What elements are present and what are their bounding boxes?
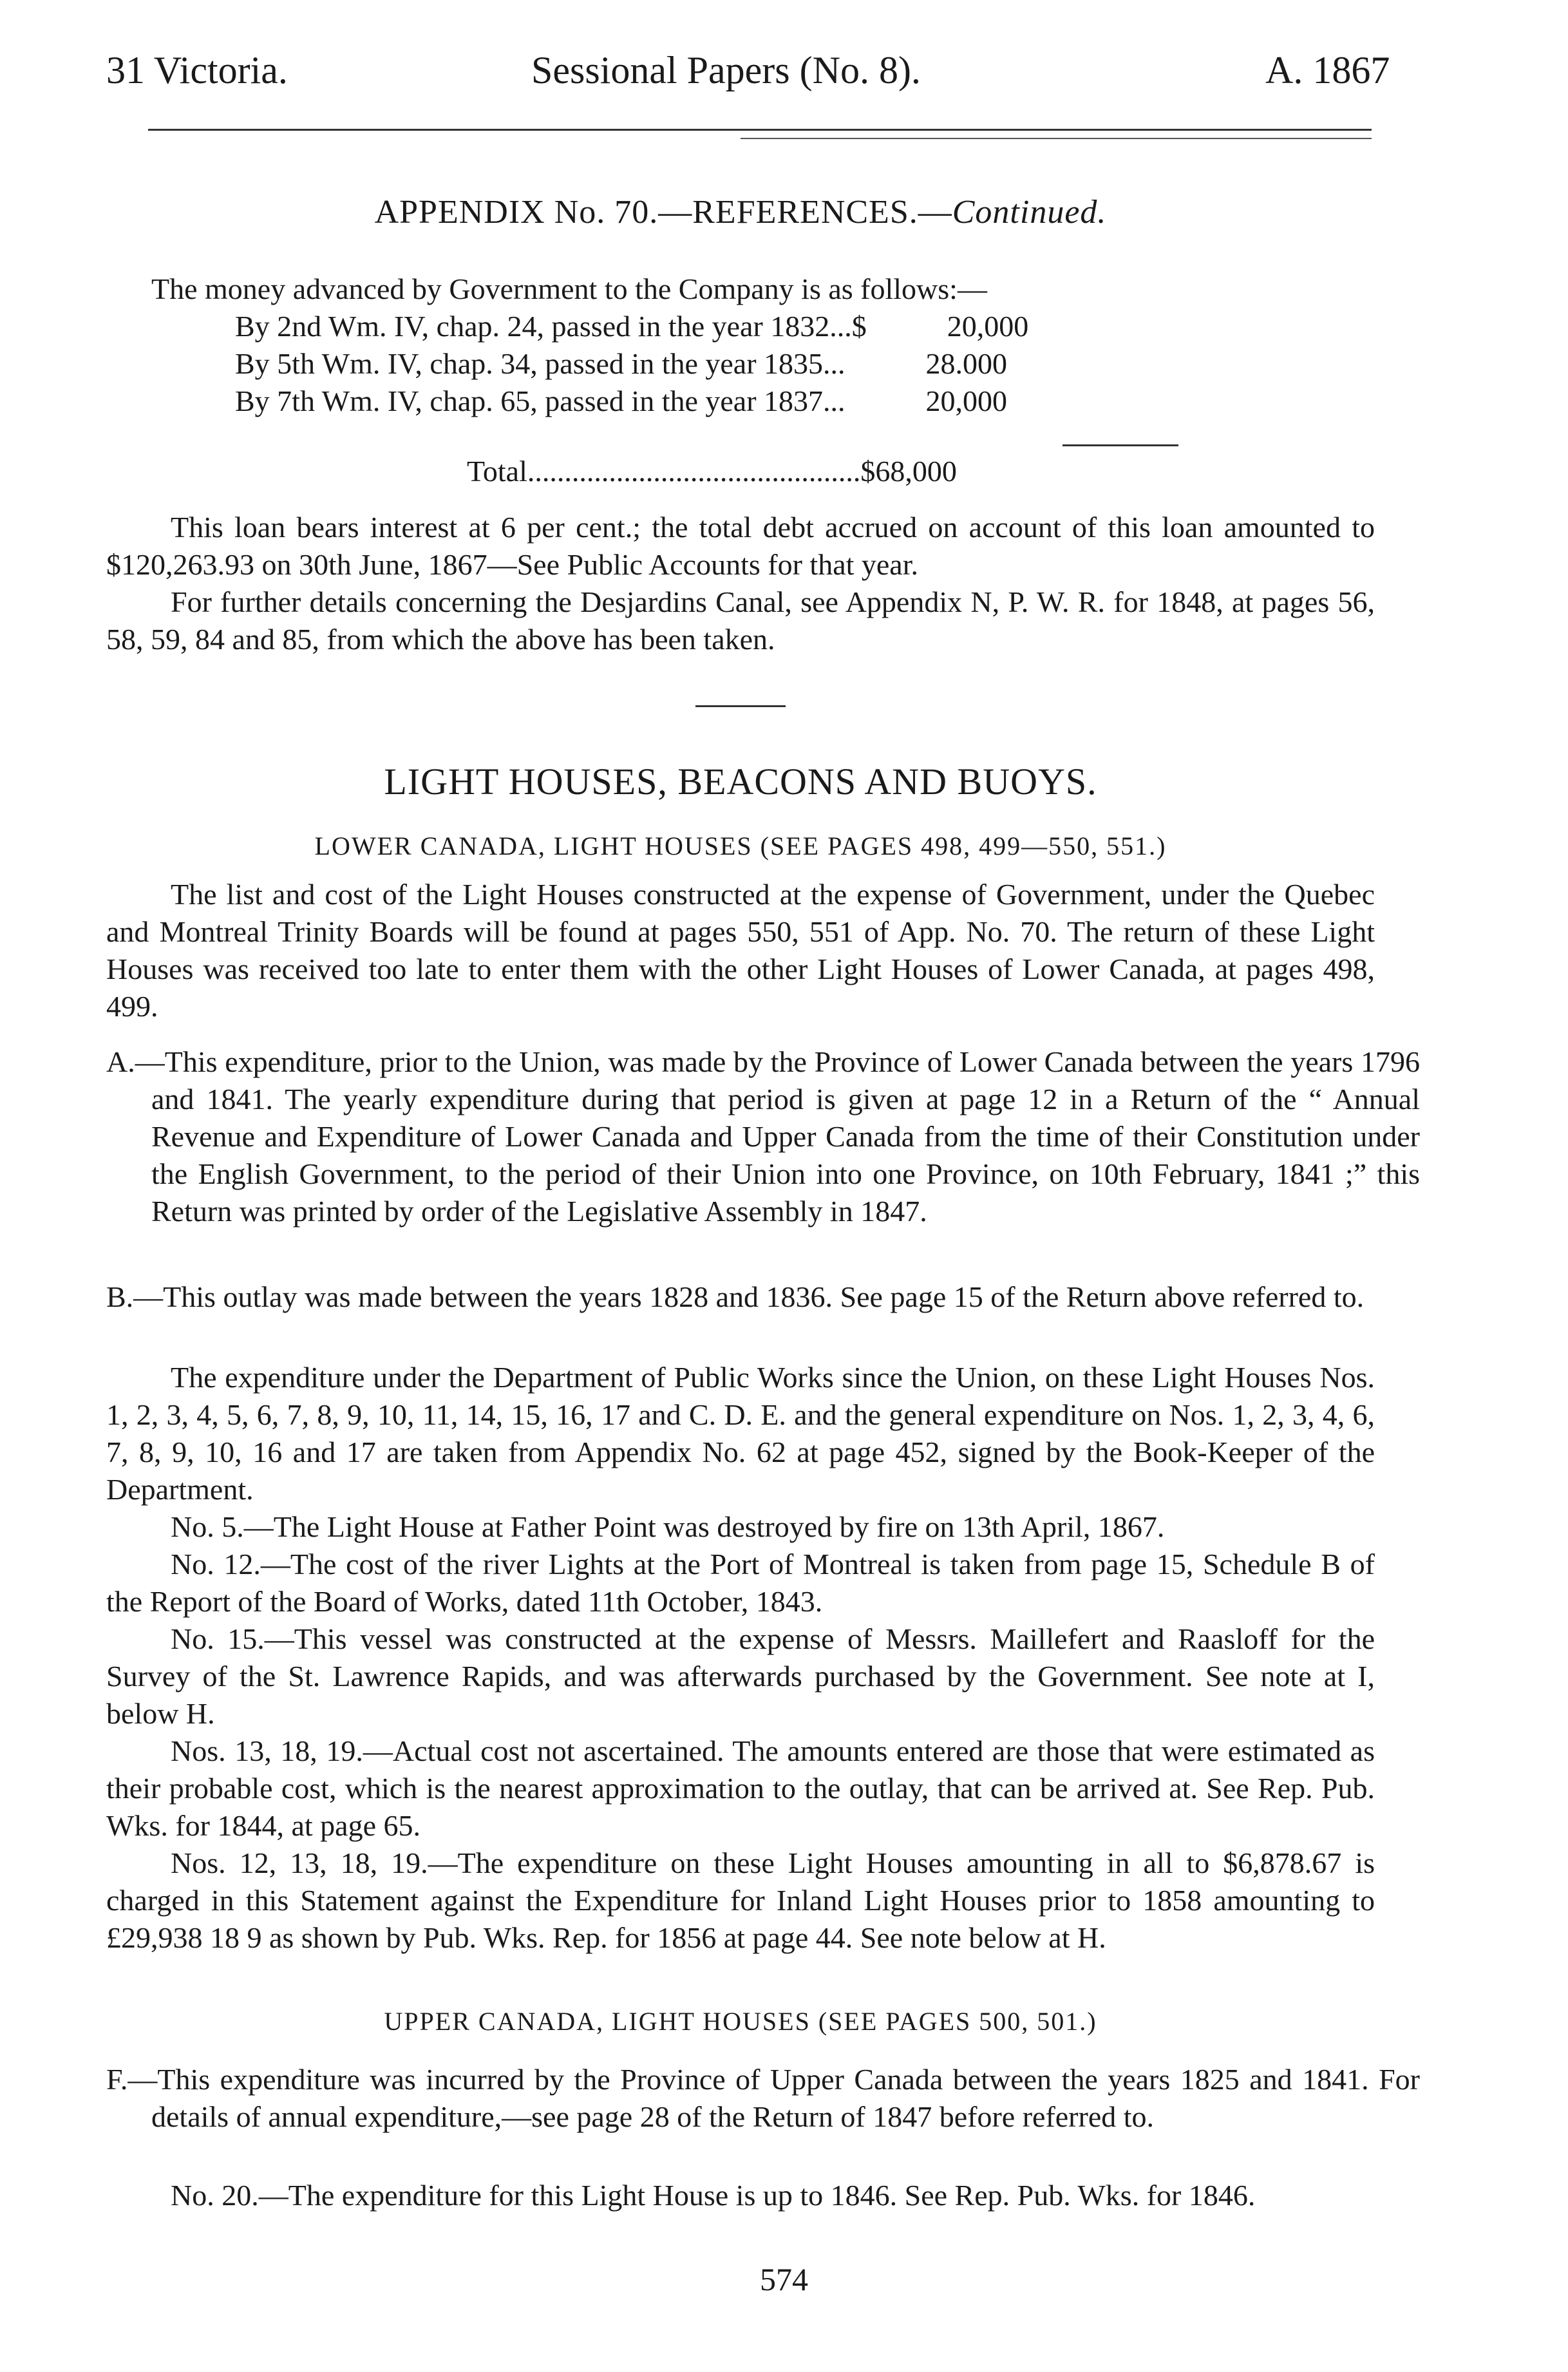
loan-row xyxy=(106,308,1375,345)
loan-amount: 20,000 xyxy=(947,310,1029,343)
header-rule-double xyxy=(741,138,1372,139)
further-paragraph: For further details concerning the Desjardins Canal, see Appendix N, P. W. R. for 1848, at pages 56, 58, 59, 84 and 85, from which the above has been taken. xyxy=(106,585,1375,656)
header-rule xyxy=(148,129,1372,131)
loan-notes xyxy=(106,509,1375,658)
header-papers: Sessional Papers (No. 8). xyxy=(531,49,921,91)
page-number: 574 xyxy=(760,2261,808,2297)
loan-amount: 28.000 xyxy=(925,347,1008,380)
loan-intro: The money advanced by Government to the Company is as follows:— xyxy=(151,272,987,305)
expenditure-notes xyxy=(106,1359,1375,1957)
list-paragraph: The list and cost of the Light Houses constructed at the expense of Government, under the Quebec and Montreal Trinity Boards will be found at pages 550, 551 of App. No. 70. The return of these Light Houses was received too late to enter them with the other Light Houses of Lower Canada, at pages 498, 499. xyxy=(106,878,1375,1023)
expenditure-paragraph: The expenditure under the Department of Public Works since the Union, on these Light Houses Nos. 1, 2, 3, 4, 5, 6, 7, 8, 9, 10, 11, 14, 15, 16, 17 and C. D. E. and the general expenditure on Nos. 1, 2, 3, 4, 6, 7, 8, 9, 10, 16 and 17 are taken from Appendix No. 62 at page 452, signed by the Book-Keeper of the Department. xyxy=(106,1361,1375,1506)
section-divider xyxy=(695,705,786,707)
loan-label: By 7th Wm. IV, chap. 65, passed in the year 1837... xyxy=(235,384,845,417)
loan-row xyxy=(106,345,1375,383)
header-session: 31 Victoria. xyxy=(106,49,288,91)
loan-label: By 5th Wm. IV, chap. 34, passed in the year 1835... xyxy=(235,347,845,380)
appendix-title-continued: Continued. xyxy=(952,194,1107,231)
total-label: Total.............................................$ xyxy=(467,455,876,488)
appendix-title-text: APPENDIX No. 70.—REFERENCES.— xyxy=(374,194,952,231)
note-nos13: Nos. 13, 18, 19.—Actual cost not ascertained. The amounts entered are those that were estimated as their probable cost, which is the nearest approximation to the outlay, that can be arrived at. See Rep. Pub. Wks. for 1844, at page 65. xyxy=(106,1734,1375,1842)
note-no5: No. 5.—The Light House at Father Point was destroyed by fire on 13th April, 1867. xyxy=(171,1510,1165,1543)
item-a: A.—This expenditure, prior to the Union, was made by the Province of Lower Canada between the years 1796 and 1841. The yearly expenditure during that period is given at page 12 in a Return of the “ Annual Revenue and Expenditure of Lower Canada and Upper Canada from the time of their Constitution under the English Government, to the period of their Union into one Province, on 10th February, 1841 ;” this Return was printed by order of the Legislative Assembly in 1847. xyxy=(106,1045,1420,1228)
lower-canada-subtitle: LOWER CANADA, LIGHT HOUSES (SEE PAGES 498, 499—550, 551.) xyxy=(314,831,1167,860)
item-b: B.—This outlay was made between the years 1828 and 1836. See page 15 of the Return above referred to. xyxy=(106,1280,1365,1313)
sum-rule xyxy=(1063,444,1178,446)
lighthouses-title: LIGHT HOUSES, BEACONS AND BUOYS. xyxy=(384,761,1097,802)
note-no20: No. 20.—The expenditure for this Light House is up to 1846. See Rep. Pub. Wks. for 1846. xyxy=(171,2179,1256,2212)
loan-label: By 2nd Wm. IV, chap. 24, passed in the year 1832...$ xyxy=(235,310,867,343)
note-no12: No. 12.—The cost of the river Lights at the Port of Montreal is taken from page 15, Schedule B of the Report of the Board of Works, dated 11th October, 1843. xyxy=(106,1548,1375,1618)
upper-canada-subtitle: UPPER CANADA, LIGHT HOUSES (SEE PAGES 500, 501.) xyxy=(384,2007,1097,2036)
running-header xyxy=(106,48,1390,106)
interest-paragraph: This loan bears interest at 6 per cent.; the total debt accrued on account of this loan amounted to $120,263.93 on 30th June, 1867—See Public Accounts for that year. xyxy=(106,511,1375,581)
loan-amount: 20,000 xyxy=(925,384,1008,417)
appendix-title xyxy=(106,193,1375,231)
note-nos12: Nos. 12, 13, 18, 19.—The expenditure on these Light Houses amounting in all to $6,878.67 is charged in this Statement against the Expenditure for Inland Light Houses prior to 1858 amounting to £29,938 18 9 as shown by Pub. Wks. Rep. for 1856 at page 44. See note below at H. xyxy=(106,1846,1375,1954)
note-no15: No. 15.—This vessel was constructed at the expense of Messrs. Maillefert and Raasloff for the Survey of the St. Lawrence Rapids, and was afterwards purchased by the Government. See note at I, below H. xyxy=(106,1622,1375,1730)
item-f: F.—This expenditure was incurred by the Province of Upper Canada between the years 1825 and 1841. For details of annual expenditure,—see page 28 of the Return of 1847 before referred to. xyxy=(106,2063,1420,2133)
loan-table xyxy=(106,270,1375,420)
total-amount: 68,000 xyxy=(875,455,957,488)
header-year: A. 1867 xyxy=(1265,49,1390,91)
loan-row xyxy=(106,383,1375,420)
loan-total xyxy=(106,454,1568,488)
